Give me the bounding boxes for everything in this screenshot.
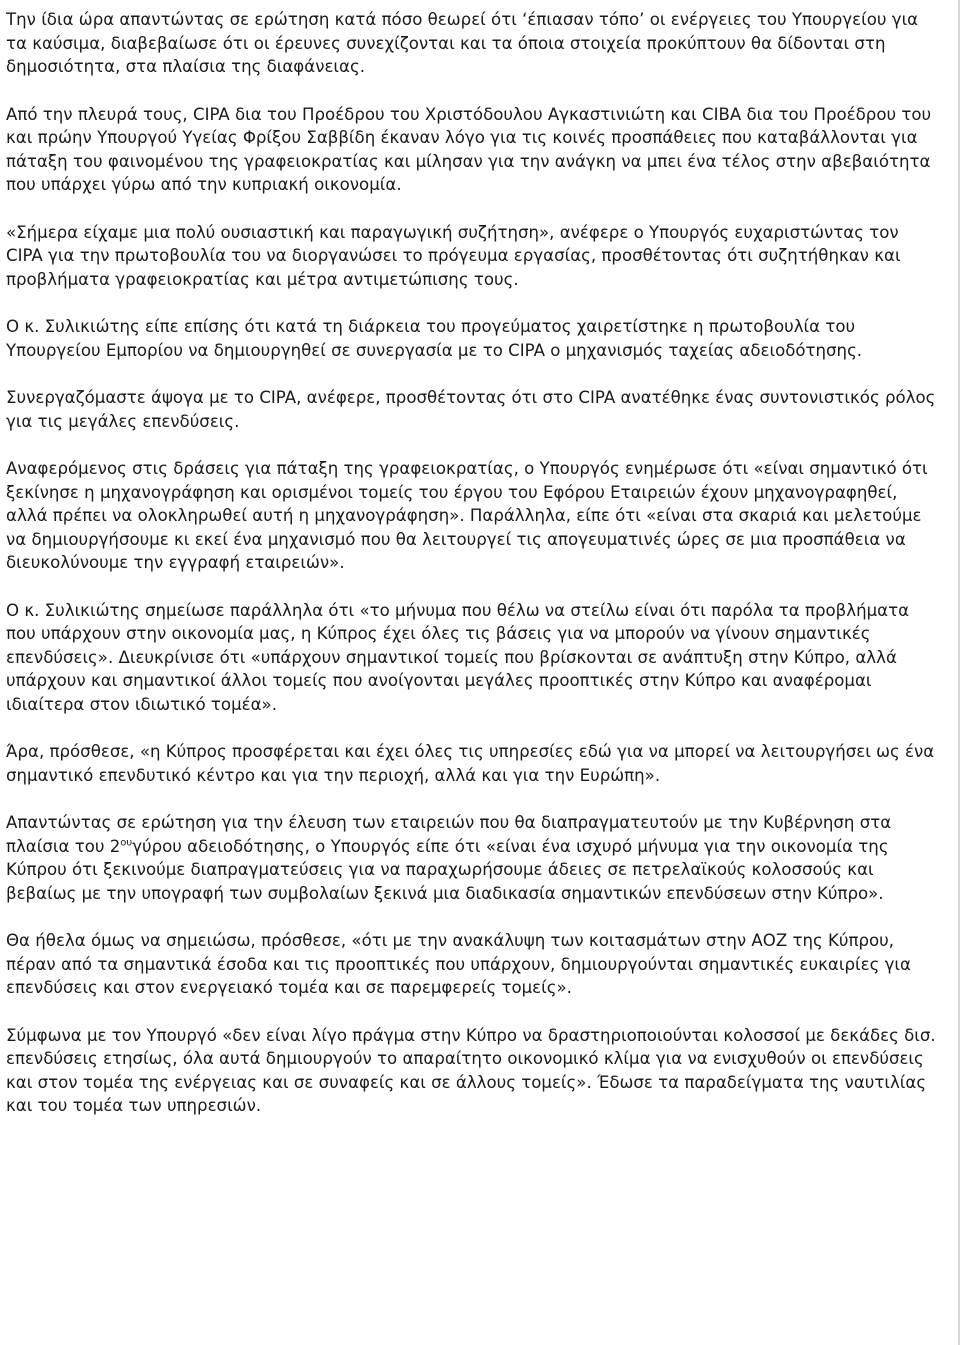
paragraph-2: Από την πλευρά τους, CIPA δια του Προέδρου του Χριστόδουλου Αγκαστινιώτη και CIBA δια του Προέδρου του και πρώην Υπουργού Υγείας Φρίξου Σαββίδη έκαναν λόγο για τις κοινές προσπάθειες που καταβάλλονται για πάταξη του φαινομένου της γραφειοκρατίας και μίλησαν για την ανάγκη να μπει ένα τέλος στην αβεβαιότητα που υπάρχει γύρω από την κυπριακή οικονομία.: [6, 104, 932, 194]
paragraph-9-text-end: γύρου αδειοδότησης, ο Υπουργός είπε ότι «είναι ένα ισχυρό μήνυμα για την οικονομία της Κύπρου ότι ξεκινούμε διαπραγματεύσεις για να παραχωρήσουμε άδειες σε πετρελαϊκούς κολοσσούς και βεβαίως με την υπογραφή των συμβολαίων ξεκινά μια διαδικασία σημαντικών επενδύσεων στην Κύπρο».: [6, 836, 889, 903]
paragraph-8: Άρα, πρόσθεσε, «η Κύπρος προσφέρεται και έχει όλες τις υπηρεσίες εδώ για να μπορεί να λειτουργήσει ως ένα σημαντικό επενδυτικό κέντρο και για την περιοχή, αλλά και για την Ευρώπη».: [6, 742, 935, 785]
paragraph-7: Ο κ. Συλικιώτης σημείωσε παράλληλα ότι «το μήνυμα που θέλω να στείλω είναι ότι παρόλα τα προβλήματα που υπάρχουν στην οικονομία μας, η Κύπρος έχει όλες τις βάσεις για να μπορούν να γίνουν σημαντικές επενδύσεις». Διευκρίνισε ότι «υπάρχουν σημαντικοί τομείς που βρίσκονται σε ανάπτυξη στην Κύπρο, αλλά υπάρχουν και σημαντικοί άλλοι τομείς που ανοίγονται μεγάλες προοπτικές στην Κύπρο και αναφέρομαι ιδιαίτερα στον ιδιωτικό τομέα».: [6, 600, 910, 714]
paragraph-5: Συνεργαζόμαστε άψογα με το CIPA, ανέφερε, προσθέτοντας ότι στο CIPA ανατέθηκε ένας συντονιστικός ρόλος για τις μεγάλες επενδύσεις.: [6, 388, 936, 431]
paragraph-6: Αναφερόμενος στις δράσεις για πάταξη της γραφειοκρατίας, ο Υπουργός ενημέρωσε ότι «είναι σημαντικό ότι ξεκίνησε η μηχανογράφηση και ορισμένοι τομείς του έργου του Εφόρου Εταιρειών έχουν μηχανογραφηθεί, αλλά πρέπει να ολοκληρωθεί αυτή η μηχανογράφηση». Παράλληλα, είπε ότι «είναι στα σκαριά και μελετούμε να δημιουργήσουμε κι εκεί ένα μηχανισμό που θα λειτουργεί τις απογευματινές ώρες σε μια προσπάθεια να διευκολύνουμε την εγγραφή εταιρειών».: [6, 459, 928, 572]
paragraph-11: Σύμφωνα με τον Υπουργό «δεν είναι λίγο πράγμα στην Κύπρο να δραστηριοποιούνται κολοσσοί με δεκάδες δισ. επενδύσεις ετησίως, όλα αυτά δημιουργούν το απαραίτητο οικονομικό κλίμα για να ενισχυθούν οι επενδύσεις και στον τομέα της ενέργειας και σε συναφείς και σε άλλους τομείς». Έδωσε τα παραδείγματα της ναυτιλίας και του τομέα των υπηρεσιών.: [6, 1025, 936, 1115]
ordinal-superscript: ου: [120, 836, 133, 848]
paragraph-1: Την ίδια ώρα απαντώντας σε ερώτηση κατά πόσο θεωρεί ότι ‘έπιασαν τόπο’ οι ενέργειες του Υπουργείου για τα καύσιμα, διαβεβαίωσε ότι οι έρευνες συνεχίζονται και τα όποια στοιχεία προκύπτουν θα δίδονται στη δημοσιότητα, στα πλαίσια της διαφάνειας.: [6, 10, 919, 76]
paragraph-4: Ο κ. Συλικιώτης είπε επίσης ότι κατά τη διάρκεια του προγεύματος χαιρετίστηκε η πρωτοβουλία του Υπουργείου Εμπορίου να δημιουργηθεί σε συνεργασία με το CIPA ο μηχανισμός ταχείας αδειοδότησης.: [6, 317, 863, 360]
paragraph-9: [6, 811, 936, 905]
paragraph-10: Θα ήθελα όμως να σημειώσω, πρόσθεσε, «ότι με την ανακάλυψη των κοιτασμάτων στην ΑΟΖ της Κύπρου, πέραν από τα σημαντικά έσοδα και τις προοπτικές που υπάρχουν, δημιουργούνται σημαντικές ευκαιρίες για επενδύσεις και στον ενεργειακό τομέα και σε παρεμφερείς τομείς».: [6, 931, 911, 997]
paragraph-9-text-start: Απαντώντας σε ερώτηση για την έλευση των εταιρειών που θα διαπραγματευτούν με την Κυβέρνηση στα πλαίσια του 2: [6, 813, 892, 856]
paragraph-3: «Σήμερα είχαμε μια πολύ ουσιαστική και παραγωγική συζήτηση», ανέφερε ο Υπουργός ευχαριστώντας τον CIPA για την πρωτοβουλία του να διοργανώσει το πρόγευμα εργασίας, προσθέτοντας ότι συζητήθηκαν και προβλήματα γραφειοκρατίας και μέτρα αντιμετώπισης τους.: [6, 222, 901, 289]
